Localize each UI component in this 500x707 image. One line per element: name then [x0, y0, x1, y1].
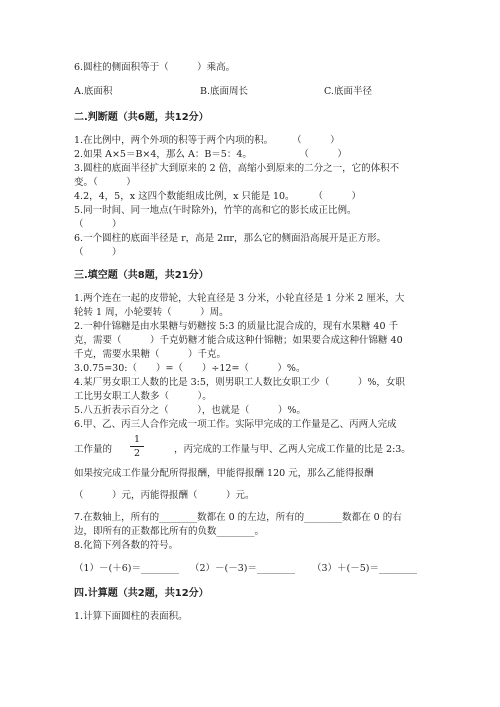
fill-q6-after-fraction: ，丙完成的工作量与甲、乙两人完成工作量的比是 2:3。 — [174, 444, 411, 455]
section-3-title: 三.填空题（共8题，共21分） — [74, 270, 209, 281]
judge-line-1: 1.在比例中，两个外项的积等于两个内项的积。 （ ） — [74, 135, 340, 146]
calc-q1: 1.计算下面圆柱的表面积。 — [74, 611, 188, 622]
fill-q6-before-fraction: 工作量的 — [74, 444, 113, 455]
fill-q8: 8.化简下列各数的符号。 — [74, 540, 179, 551]
judge-line-5: 4.2，4，5，x 这四个数能组成比例，x 只能是 10。 （ ） — [74, 191, 362, 202]
fill-q6-line-3: （ ）元，丙能得报酬（ ）元。 — [74, 490, 255, 501]
fill-q6-line-2: 如果按完成工作量分配所得报酬，甲能得报酬 120 元，那么乙能得报酬 — [74, 468, 374, 479]
judge-line-4: 变。（ ） — [74, 177, 136, 188]
section-4-title: 四.计算题（共2题，共12分） — [74, 588, 209, 599]
fill-q7-line-2: 边，即所有的正数都比所有的负数________。 — [74, 526, 265, 537]
section-2-title: 二.判断题（共6题，共12分） — [74, 112, 209, 123]
fraction-denominator: 2 — [133, 448, 141, 459]
fill-line-6: 3.0.75=30:（ ）=（ ）÷12=（ ）%。 — [74, 363, 306, 374]
question-6-stem: 6.圆柱的侧面积等于（ ）乘高。 — [74, 62, 236, 73]
judge-line-7: （ ） — [74, 219, 122, 230]
fill-q8-item-3: （3）＋(－5)＝________ — [312, 563, 418, 574]
fraction-one-half — [130, 434, 144, 459]
judge-line-6: 5.同一时间、同一地点(午时除外)，竹竿的高和它的影长成正比例。 — [74, 205, 357, 216]
fill-line-5: 千克，需要水果糖（ ）千克。 — [74, 349, 227, 360]
fraction-numerator: 1 — [133, 434, 141, 445]
fill-line-7: 4.某厂男女职工人数的比是 3:5，则男职工人数比女职工少（ ）%，女职 — [74, 377, 405, 388]
fill-line-4: 克，需要（ ）千克奶糖才能合成这种什锦糖；如果要合成这种什锦糖 40 — [74, 335, 403, 346]
option-b: B.底面周长 — [200, 86, 249, 97]
fraction-bar — [130, 446, 144, 447]
fill-line-9: 5.八五折表示百分之（ ），也就是（ ）%。 — [74, 405, 306, 416]
fill-line-1: 1.两个连在一起的皮带轮，大轮直径是 3 分米，小轮直径是 1 分米 2 厘米，大 — [74, 293, 405, 304]
fill-line-3: 2.一种什锦糖是由水果糖与奶糖按 5:3 的质量比混合成的，现有水果糖 40 千 — [74, 321, 399, 332]
judge-line-2: 2.如果 A×5＝B×4，那么 A：B＝5：4。 （ ） — [74, 149, 347, 160]
judge-line-8: 6.一个圆柱的底面半径是 r，高是 2πr，那么它的侧面沿高展开是正方形。 — [74, 233, 386, 244]
option-a: A.底面积 — [74, 86, 113, 97]
judge-line-9: （ ） — [74, 247, 122, 258]
option-c: C.底面半径 — [324, 86, 372, 97]
fill-line-10: 6.甲、乙、丙三人合作完成一项工作。实际甲完成的工作量是乙、丙两人完成 — [74, 419, 397, 430]
fill-q8-item-1: （1）－(＋6)＝________ — [74, 563, 180, 574]
fill-line-8: 工比男女职工人数多（ ）。 — [74, 391, 212, 402]
fill-q7-line-1: 7.在数轴上，所有的________数都在 0 的左边，所有的________数都在 0 的右 — [74, 512, 402, 523]
judge-line-3: 3.圆柱的底面半径扩大到原来的 2 倍，高缩小到原来的二分之一，它的体积不 — [74, 163, 400, 174]
fill-line-2: 轮转 1 周，小轮要转（ ）周。 — [74, 307, 229, 318]
fill-q8-item-2: （2）－(－3)＝________ — [190, 563, 296, 574]
